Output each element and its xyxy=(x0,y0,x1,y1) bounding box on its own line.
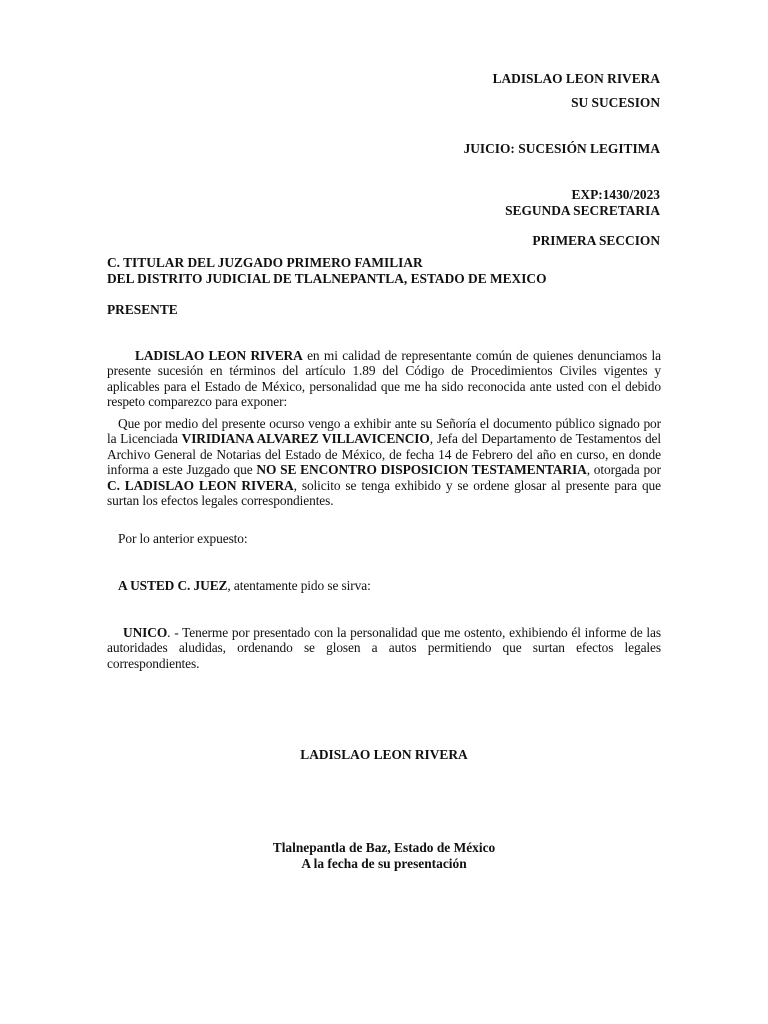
header-sucesion: SU SUCESION xyxy=(571,95,660,110)
addressee-line1: C. TITULAR DEL JUZGADO PRIMERO FAMILIAR xyxy=(107,255,423,270)
exposition-bold-1: VIRIDIANA ALVAREZ VILLAVICENCIO xyxy=(181,431,430,447)
exposition-text-1: Que por medio del presente ocurso vengo a exhibir ante su Señoría el documento público signado por la Licenciada xyxy=(107,416,661,447)
unico-bold: UNICO xyxy=(123,625,168,640)
header-secretaria: SEGUNDA SECRETARIA xyxy=(505,203,660,218)
intro-name: LADISLAO LEON RIVERA xyxy=(135,348,303,363)
exposition-bold-3: C. LADISLAO LEON RIVERA xyxy=(107,477,294,493)
paragraph-conclusion: Por lo anterior expuesto: xyxy=(118,531,248,546)
exposition-text-2: , Jefa del Departamento de Testamentos del Archivo General de Notarias del Estado de México, de fecha 14 de Febrero del año en curso, en donde informa a este Juzgado que xyxy=(107,431,662,478)
footer-place: Tlalnepantla de Baz, Estado de México xyxy=(272,840,496,855)
presente-label: PRESENTE xyxy=(107,302,178,317)
addressee-block xyxy=(107,255,547,287)
header-expediente: EXP:1430/2023 xyxy=(571,187,660,202)
petition-bold: A USTED C. JUEZ xyxy=(118,578,228,593)
signature-name: LADISLAO LEON RIVERA xyxy=(300,747,468,762)
petition-text: , atentamente pido se sirva: xyxy=(227,578,371,593)
paragraph-exposition xyxy=(107,416,661,508)
exposition-text-4: , solicito se tenga exhibido y se ordene glosar al presente para que surtan los efectos legales correspondientes. xyxy=(107,477,661,509)
addressee-line2: DEL DISTRITO JUDICIAL DE TLALNEPANTLA, ESTADO DE MEXICO xyxy=(107,271,547,286)
header-name: LADISLAO LEON RIVERA xyxy=(492,71,660,86)
paragraph-unico xyxy=(107,625,661,671)
paragraph-intro xyxy=(107,348,661,410)
exposition-text-3: , otorgada por xyxy=(586,462,661,478)
footer-date: A la fecha de su presentación xyxy=(301,856,467,871)
unico-text: . - Tenerme por presentado con la personalidad que me ostento, exhibiendo él informe de las autoridades aludidas, ordenando se glosen a autos permitiendo que surtan efectos legales correspondientes. xyxy=(107,625,661,671)
header-juicio: JUICIO: SUCESIÓN LEGITIMA xyxy=(463,141,660,156)
exposition-bold-2: NO SE ENCONTRO DISPOSICION TESTAMENTARIA xyxy=(256,462,587,478)
header-seccion: PRIMERA SECCION xyxy=(532,233,660,248)
intro-text: en mi calidad de representante común de quienes denunciamos la presente sucesión en términos del artículo 1.89 del Código de Procedimientos Civiles vigentes y aplicables para el Estado de México, personalidad que me ha sido reconocida ante usted con el debido respeto comparezco para exponer: xyxy=(107,348,662,410)
paragraph-petition xyxy=(107,578,661,593)
